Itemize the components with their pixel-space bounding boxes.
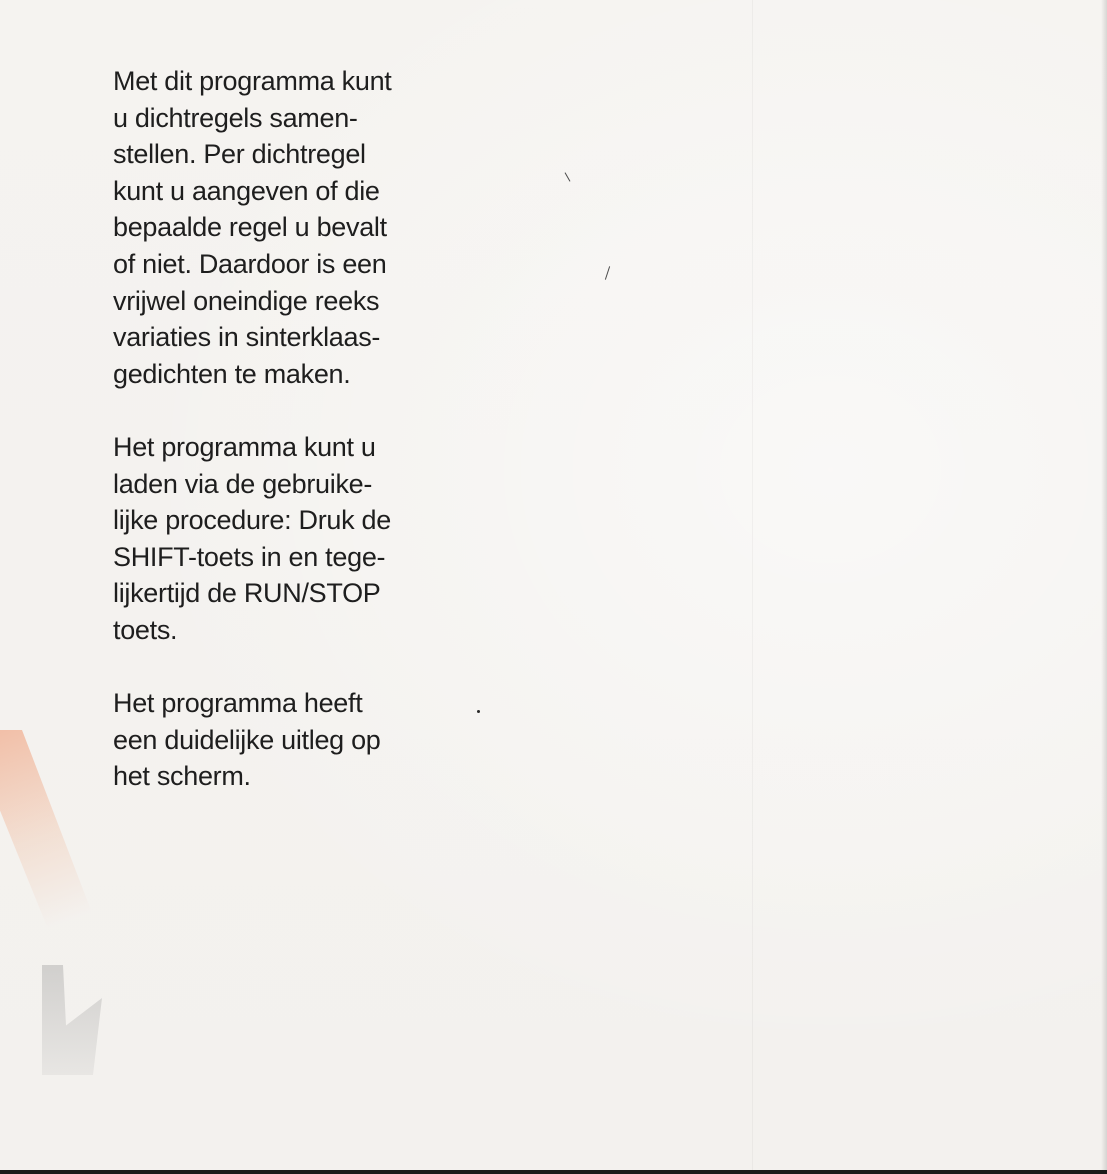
text-line: gedichten te maken. <box>113 358 351 389</box>
text-line: het scherm. <box>113 761 251 792</box>
paper-scratch <box>605 266 610 280</box>
text-line: u dichtregels samen- <box>113 102 358 133</box>
paragraph-loading <box>113 429 533 649</box>
text-line: kunt u aangeven of die <box>113 175 380 206</box>
text-line: SHIFT-toets in en tege- <box>113 541 386 572</box>
text-line: lijke procedure: Druk de <box>113 505 391 536</box>
body-text <box>113 63 533 831</box>
paper-mark <box>42 965 102 1075</box>
text-line: stellen. Per dichtregel <box>113 139 366 170</box>
paper-stain <box>0 730 110 960</box>
text-line: toets. <box>113 614 178 645</box>
text-line: Het programma kunt u <box>113 431 376 462</box>
paragraph-explanation <box>113 685 533 795</box>
paper-fold-line <box>752 0 753 1174</box>
text-line: variaties in sinterklaas- <box>113 322 381 353</box>
text-line: een duidelijke uitleg op <box>113 724 381 755</box>
paper-scratch <box>565 172 571 181</box>
text-line: of niet. Daardoor is een <box>113 248 387 279</box>
text-line: Het programma heeft <box>113 688 363 719</box>
text-line: lijkertijd de RUN/STOP <box>113 578 381 609</box>
paper-bottom-edge <box>0 1170 1107 1174</box>
paragraph-intro <box>113 63 533 392</box>
text-line: laden via de gebruike- <box>113 468 373 499</box>
text-line: Met dit programma kunt <box>113 66 392 96</box>
text-line: bepaalde regel u bevalt <box>113 212 387 243</box>
text-line: vrijwel oneindige reeks <box>113 285 380 316</box>
paper-right-edge <box>1101 0 1107 1174</box>
